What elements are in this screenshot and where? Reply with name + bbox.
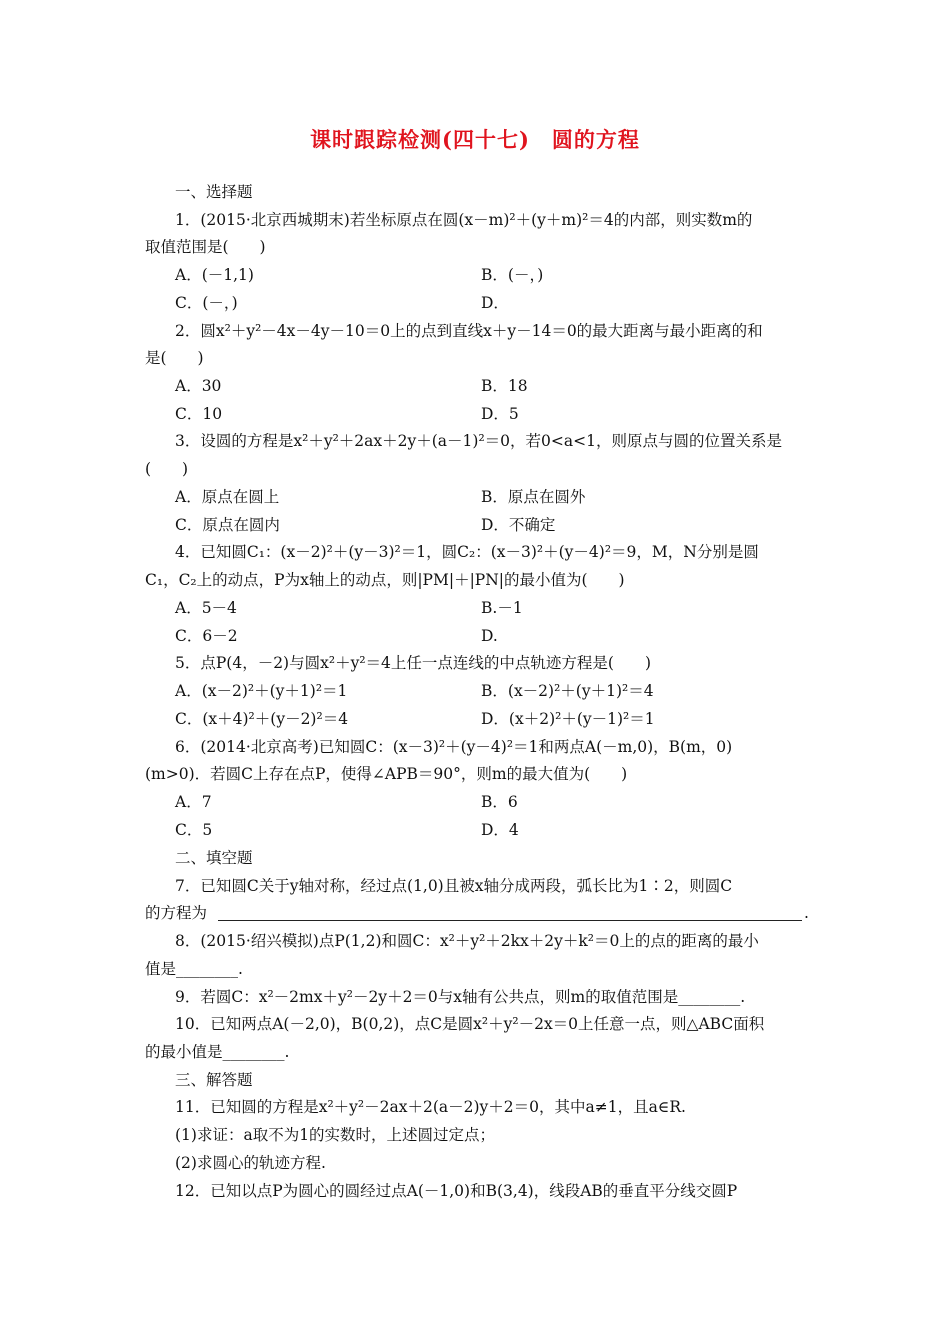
question-7-end-period: . [804, 904, 809, 922]
question-1-option-b: B．(－，) [481, 266, 544, 284]
question-7-line-2: 的方程为 [145, 904, 208, 922]
section-heading-solutions: 三、解答题 [175, 1071, 253, 1089]
question-4-option-d: D. [481, 627, 498, 645]
question-7-answer-blank [218, 920, 802, 921]
question-10-line-1: 10．已知两点A(－2,0)，B(0,2)，点C是圆x²＋y²－2x＝0上任意一点，则△ABC面积 [175, 1015, 765, 1033]
question-6-option-d: D．4 [481, 821, 519, 839]
question-3-option-b: B．原点在圆外 [481, 488, 586, 506]
question-3-option-a: A．原点在圆上 [175, 488, 280, 506]
question-2-option-d: D．5 [481, 405, 519, 423]
question-1-option-d: D． [481, 294, 509, 312]
question-12-line-1: 12．已知以点P为圆心的圆经过点A(－1,0)和B(3,4)，线段AB的垂直平分线交圆P [175, 1182, 738, 1200]
question-4-line-2: C₁，C₂上的动点，P为x轴上的动点，则|PM|＋|PN|的最小值为( ) [145, 571, 625, 589]
question-5-option-a: A．(x－2)²＋(y＋1)²＝1 [175, 682, 348, 700]
question-11-part-2: (2)求圆心的轨迹方程. [175, 1154, 326, 1172]
question-5-option-c: C．(x＋4)²＋(y－2)²＝4 [175, 710, 349, 728]
question-9-line-1: 9．若圆C：x²－2mx＋y²－2y＋2＝0与x轴有公共点，则m的取值范围是________. [175, 988, 746, 1006]
question-3-line-2: ( ) [145, 460, 189, 478]
question-6-line-2: (m>0)．若圆C上存在点P，使得∠APB＝90°，则m的最大值为( ) [145, 765, 628, 783]
question-4-option-a: A．5－4 [175, 599, 237, 617]
question-3-option-c: C．原点在圆内 [175, 516, 280, 534]
question-6-option-c: C．5 [175, 821, 213, 839]
question-8-line-2: 值是________. [145, 960, 243, 978]
question-5-option-d: D．(x＋2)²＋(y－1)²＝1 [481, 710, 655, 728]
section-heading-multiple-choice: 一、选择题 [175, 183, 253, 201]
question-5-line-1: 5．点P(4，－2)与圆x²＋y²＝4上任一点连线的中点轨迹方程是( ) [175, 654, 651, 672]
question-2-option-c: C．10 [175, 405, 223, 423]
question-4-option-b: B.－1 [481, 599, 523, 617]
section-heading-fill-in: 二、填空题 [175, 849, 253, 867]
question-6-line-1: 6．(2014·北京高考)已知圆C：(x－3)²＋(y－4)²＝1和两点A(－m,0)，B(m，0) [175, 738, 733, 756]
question-1-option-c: C．(－，) [175, 294, 238, 312]
question-4-option-c: C．6－2 [175, 627, 238, 645]
question-4-line-1: 4．已知圆C₁：(x－2)²＋(y－3)²＝1，圆C₂：(x－3)²＋(y－4)²＝9，M，N分别是圆 [175, 543, 759, 561]
question-3-option-d: D．不确定 [481, 516, 556, 534]
question-2-line-1: 2．圆x²＋y²－4x－4y－10＝0上的点到直线x＋y－14＝0的最大距离与最小距离的和 [175, 322, 763, 340]
question-11-line-1: 11．已知圆的方程是x²＋y²－2ax＋2(a－2)y＋2＝0，其中a≠1，且a∈R. [175, 1098, 686, 1116]
question-3-line-1: 3．设圆的方程是x²＋y²＋2ax＋2y＋(a－1)²＝0，若0<a<1，则原点与圆的位置关系是 [175, 432, 782, 450]
question-2-option-b: B．18 [481, 377, 528, 395]
question-2-line-2: 是( ) [145, 349, 204, 367]
question-6-option-a: A．7 [175, 793, 212, 811]
question-7-line-1: 7．已知圆C关于y轴对称，经过点(1,0)且被x轴分成两段，弧长比为1∶2，则圆C [175, 877, 733, 895]
question-11-part-1: (1)求证：a取不为1的实数时，上述圆过定点； [175, 1126, 496, 1144]
question-1-option-a: A．(－1,1) [175, 266, 254, 284]
question-2-option-a: A．30 [175, 377, 222, 395]
page-title: 课时跟踪检测(四十七) 圆的方程 [310, 127, 640, 152]
question-1-line-2: 取值范围是( ) [145, 238, 266, 256]
question-10-line-2: 的最小值是________. [145, 1043, 290, 1061]
question-6-option-b: B．6 [481, 793, 518, 811]
question-1-line-1: 1．(2015·北京西城期末)若坐标原点在圆(x－m)²＋(y＋m)²＝4的内部，则实数m的 [175, 211, 753, 229]
question-8-line-1: 8．(2015·绍兴模拟)点P(1,2)和圆C：x²＋y²＋2kx＋2y＋k²＝0上的点的距离的最小 [175, 932, 759, 950]
question-5-option-b: B．(x－2)²＋(y＋1)²＝4 [481, 682, 654, 700]
